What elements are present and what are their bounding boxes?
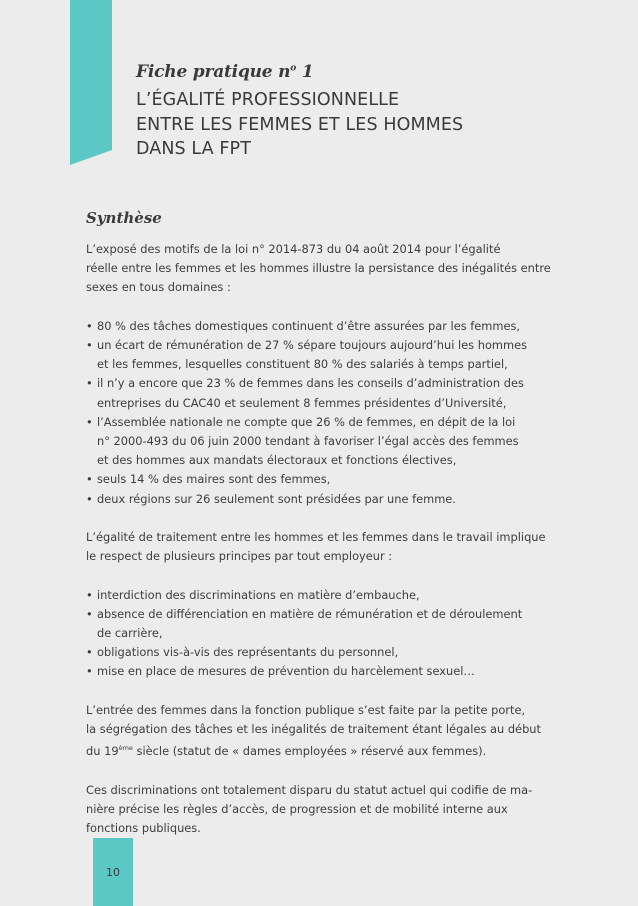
principles-list (86, 586, 532, 682)
bullet-icon: • (86, 414, 93, 429)
list-item-continuation (86, 355, 532, 374)
bullet-icon: • (86, 491, 93, 506)
list-item (86, 413, 532, 432)
list-item-text: absence de différenciation en matière de rémunération et de déroulement (97, 606, 523, 621)
list-item (86, 470, 532, 489)
list-item (86, 336, 532, 355)
list-item-text: 80 % des tâches domestiques continuent d’être assurées par les femmes, (97, 318, 521, 333)
intro-line: sexes en tous domaines : (86, 280, 231, 295)
list-item-text: deux régions sur 26 seulement sont présidées par une femme. (97, 491, 456, 506)
fiche-label: Fiche pratique $n^o$ 1 (136, 62, 314, 82)
list-item-text: et des hommes aux mandats électoraux et fonctions électives, (97, 453, 457, 468)
page-title-line-3: DANS LA FPT (136, 139, 251, 159)
list-item-text: il n’y a encore que 23 % de femmes dans les conseils d’administration des (97, 376, 524, 391)
list-item (86, 643, 532, 662)
header (136, 62, 606, 162)
decorative-ribbon (0, 0, 140, 180)
list-item-text: n° 2000-493 du 06 juin 2000 tendant à favoriser l’égal accès des femmes (97, 434, 519, 449)
paragraph-line: du 19ème siècle (statut de « dames employées » réservé aux femmes). (86, 744, 487, 759)
statistics-list (86, 317, 532, 509)
list-item-text: seuls 14 % des maires sont des femmes, (97, 472, 331, 487)
list-item-text: mise en place de mesures de prévention du harcèlement sexuel… (97, 664, 475, 679)
page-title-line-1: L’ÉGALITÉ PROFESSIONNELLE (136, 90, 400, 110)
bullet-icon: • (86, 664, 93, 679)
list-item (86, 586, 532, 605)
page-title-line-2: ENTRE LES FEMMES ET LES HOMMES (136, 114, 464, 135)
bullet-icon: • (86, 472, 93, 487)
page-number: 10 (106, 866, 120, 879)
body-text (86, 240, 551, 838)
list-item (86, 490, 532, 509)
list-item-continuation (86, 451, 532, 470)
paragraph-line: L’entrée des femmes dans la fonction publique s’est faite par la petite porte, (86, 702, 526, 717)
list-item (86, 662, 532, 681)
list-item-continuation (86, 394, 532, 413)
list-item-text: l’Assemblée nationale ne compte que 26 % de femmes, en dépit de la loi (97, 414, 516, 429)
list-item-text: obligations vis-à-vis des représentants du personnel, (97, 645, 399, 660)
bullet-icon: • (86, 587, 93, 602)
paragraph-line: L’égalité de traitement entre les hommes et les femmes dans le travail implique (86, 530, 546, 545)
paragraph-line: Ces discriminations ont totalement disparu du statut actuel qui codifie de ma- (86, 782, 533, 797)
list-item-text: un écart de rémunération de 27 % sépare toujours aujourd’hui les hommes (97, 338, 528, 352)
bullet-icon: • (86, 645, 93, 660)
list-item (86, 317, 532, 336)
intro-line: L’exposé des motifs de la loi n° 2014-873 du 04 août 2014 pour l’égalité (86, 242, 501, 256)
list-item-continuation (86, 624, 532, 643)
list-item-continuation (86, 432, 532, 451)
bullet-icon: • (86, 376, 93, 391)
list-item-text: interdiction des discriminations en matière d’embauche, (97, 587, 420, 602)
list-item-text: entreprises du CAC40 et seulement 8 femmes présidentes d’Université, (97, 395, 507, 410)
bullet-icon: • (86, 338, 93, 352)
list-item (86, 374, 532, 393)
paragraph-line: la ségrégation des tâches et les inégalités de traitement étant légales au début (86, 722, 541, 737)
section-title: Synthèse (86, 209, 162, 227)
bullet-icon: • (86, 606, 93, 621)
list-item-text: de carrière, (97, 626, 163, 641)
intro-line: réelle entre les femmes et les hommes illustre la persistance des inégalités entre (86, 261, 551, 276)
bullet-icon: • (86, 318, 93, 333)
paragraph-line: nière précise les règles d’accès, de progression et de mobilité interne aux (86, 801, 508, 816)
paragraph-line: le respect de plusieurs principes par tout employeur : (86, 549, 393, 564)
list-item-text: et les femmes, lesquelles constituent 80 % des salariés à temps partiel, (97, 357, 508, 372)
paragraph-line: fonctions publiques. (86, 821, 201, 836)
list-item (86, 605, 532, 624)
